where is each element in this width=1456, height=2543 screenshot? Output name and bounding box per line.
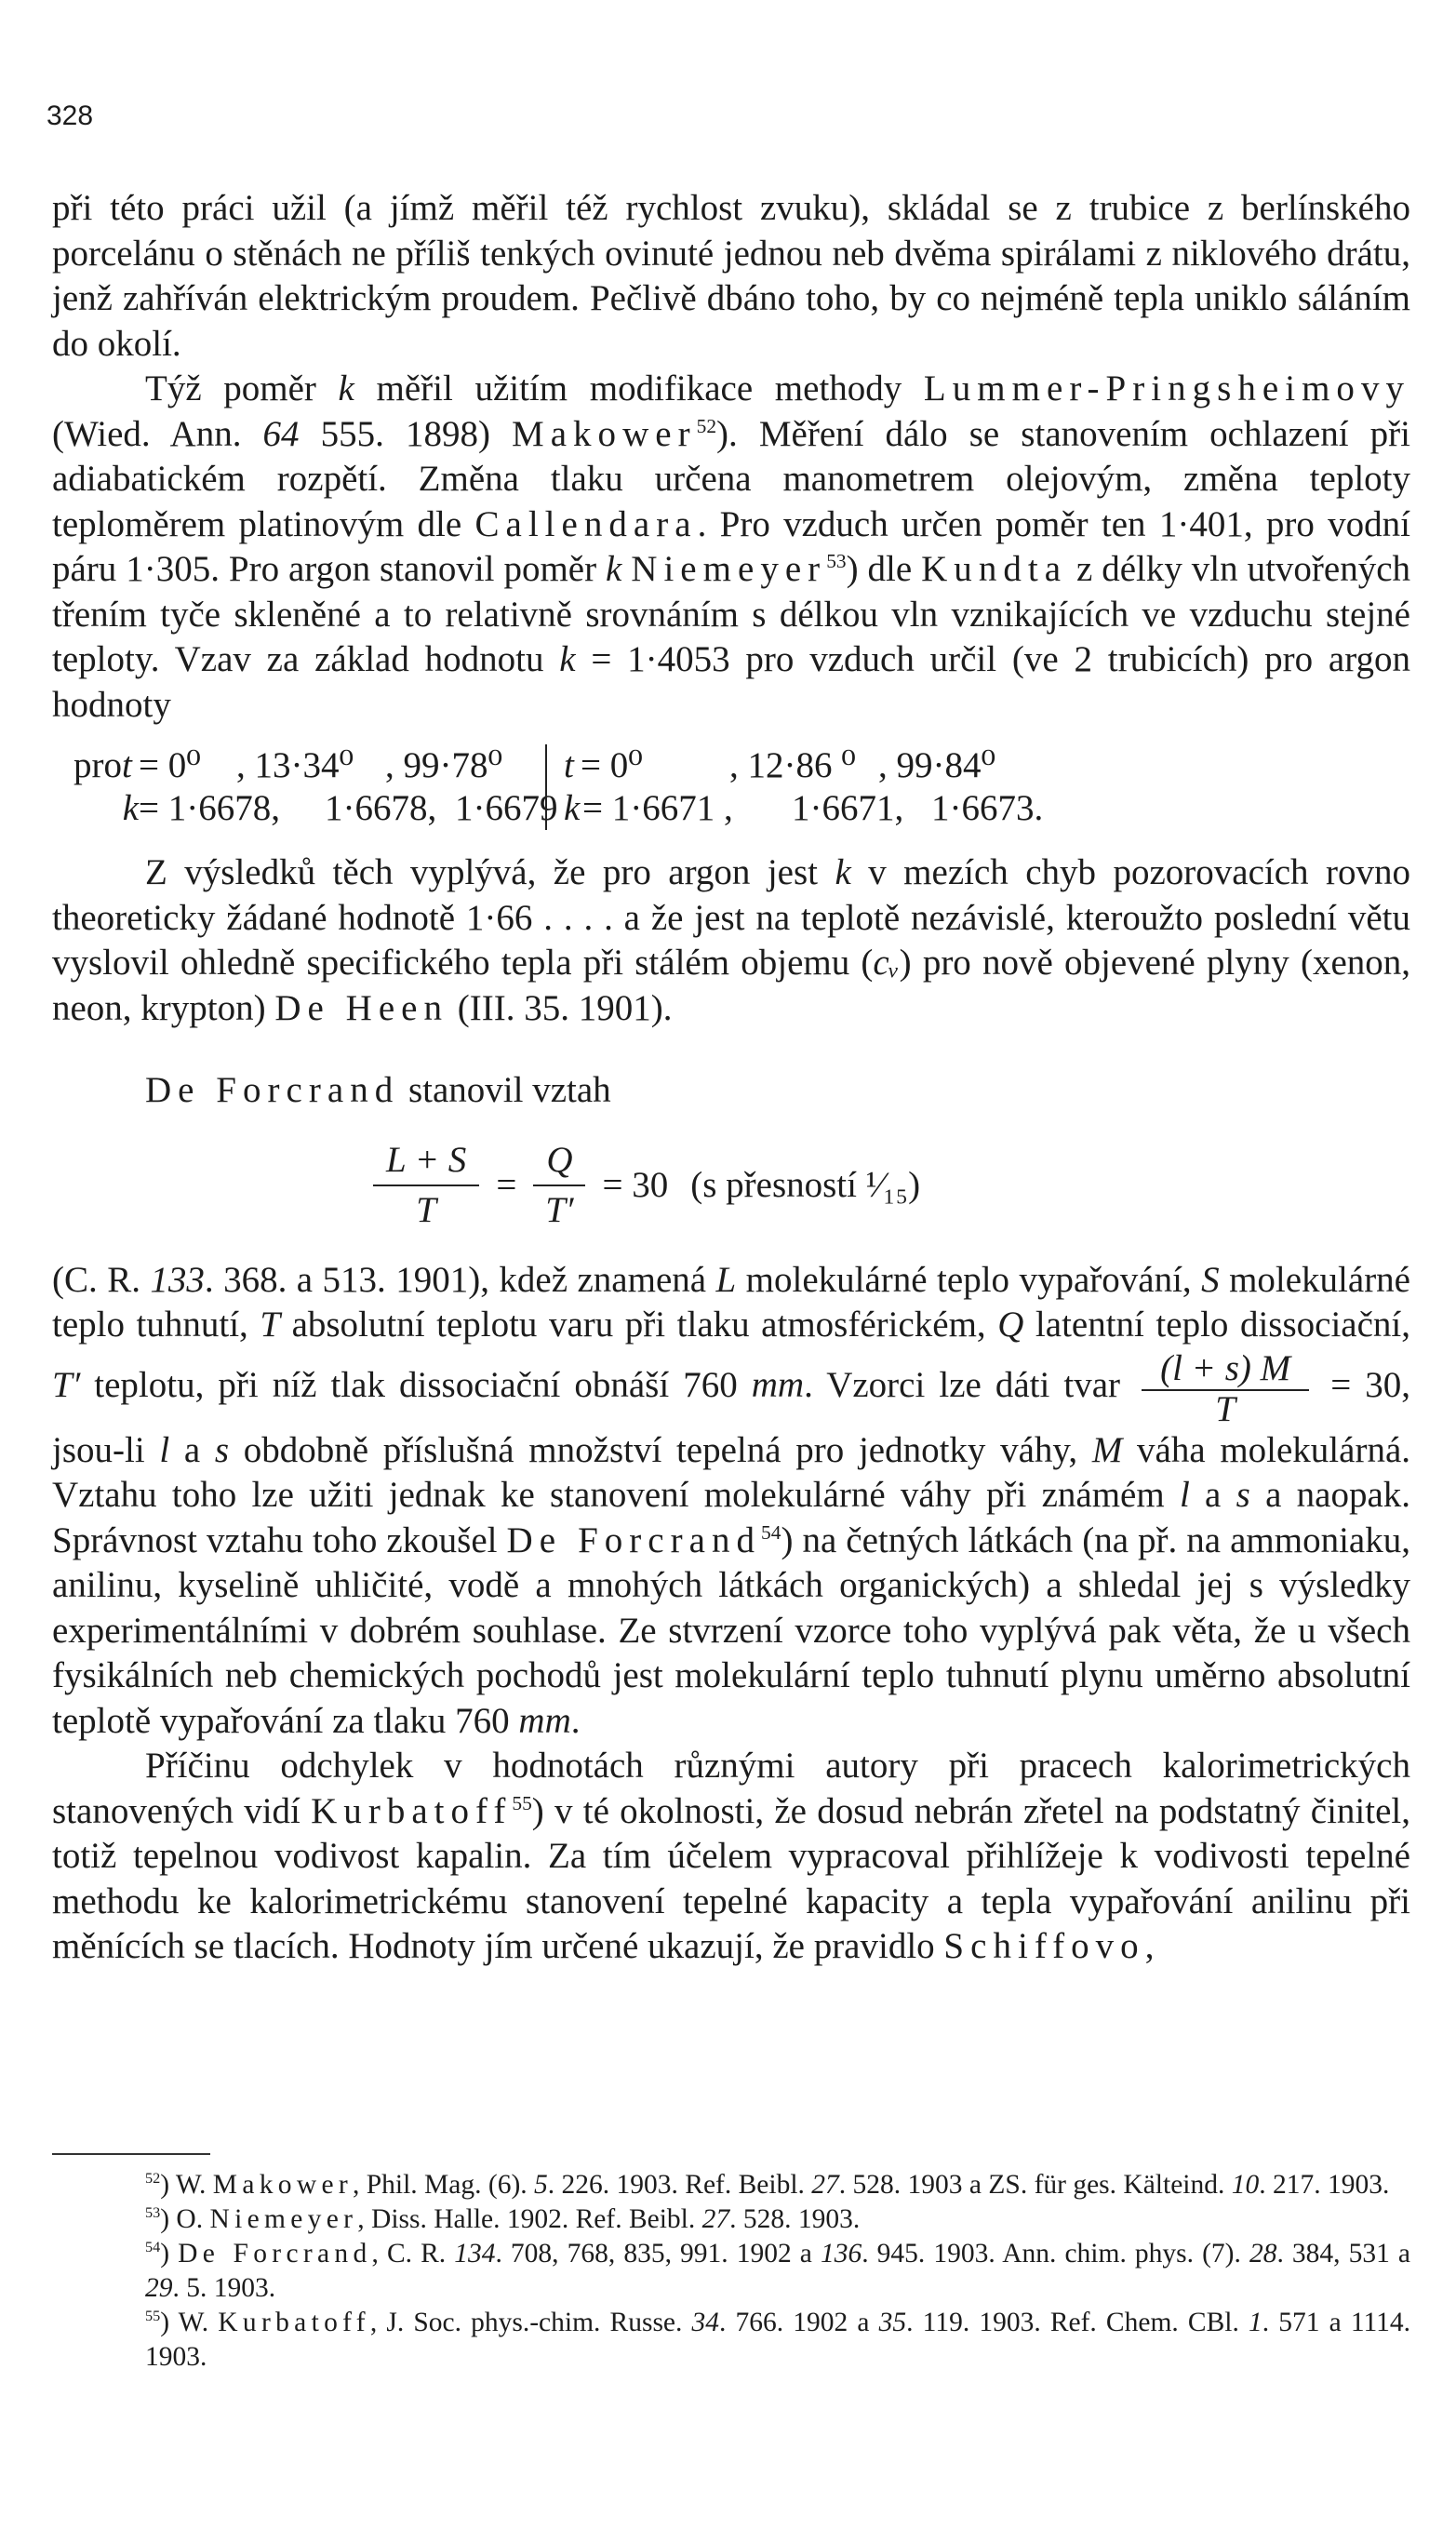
table-divider [545,787,547,830]
author-name: Kundta [921,549,1068,589]
footnotes [52,2168,1410,2375]
footnote-rule [52,2153,210,2155]
paragraph-3: Z výsledků těch vyplývá, že pro argon jest k v mezích chyb pozorovacích rovno theoreticky žádané hodnotě 1·66 . . . . a že jest na teplotě nezávislé, kteroužto poslední větu vyslovil ohledně specifického tepla při stálém objemu (cᵥ) pro nově objevené plyny (xenon, neon, krypton) De Heen (III. 35. 1901). [52,852,1410,1028]
author-name: Makower [512,413,697,454]
footnote: $^{52}$) W. Makower, Phil. Mag. (6). 5. 226. 1903. Ref. Beibl. 27. 528. 1903 a ZS. für ges. Kälteind. 10. 217. 1903. [145,2170,1390,2200]
footnote: $^{54}$) De Forcrand, C. R. 134. 708, 768, 835, 991. 1902 a 136. 945. 1903. Ann. chim. phys. (7). 28. 384, 531 a 29. 5. 1903. [145,2239,1411,2303]
paragraph-6: Příčinu odchylek v hodnotách různými autory při pracech kalorimetrických stanovených vidí Kurbatoff$^{55}$) v té okolnosti, že dosud nebrán zřetel na podstatný činitel, totiž tepelnou vodivost kapalin. Za tím účelem vypracoval přihlížeje k vodivosti tepelné methodu ke kalorimetrickému stanovení tepelné kapacity a tepla vypařování anilinu při měnících se tlacích. Hodnoty jím určené ukazují, že pravidlo Schiffovo, [52,1746,1410,1966]
footnote-ref: 55 [512,1791,532,1814]
table-row: k = 1·6678, 1·6678, 1·6679 k = 1·6671 , 1·6671, 1·6673. [52,787,1410,830]
author-name: Niemeyer [631,549,827,589]
table-row: pro t = 0⁰ , 13·34⁰ , 99·78⁰ t = 0⁰ , 12·86 ⁰ , 99·84⁰ [52,744,1410,787]
footnote-ref: 53 [826,550,847,572]
author-name: Kurbatoff [311,1790,513,1831]
footnote: $^{55}$) W. Kurbatoff, J. Soc. phys.-chim. Russe. 34. 766. 1902 a 35. 119. 1903. Ref. Chem. CBl. 1. 571 a 1114. 1903. [145,2308,1411,2372]
author-name: De Forcrand [145,1070,400,1110]
author-name: Callendara [474,503,698,544]
author-name: Lummer-Pringsheimovy [923,368,1410,408]
inline-fraction: $\frac{(l + s) M}{T}$ [1142,1348,1309,1428]
fraction: $\frac{Q}{T'}$ [533,1138,585,1234]
fraction: $\frac{L + S}{T}$ [373,1138,479,1234]
table-divider [545,744,547,787]
footnote-ref: 52 [696,414,717,437]
paragraph-4: De Forcrand stanovil vztah [145,1070,611,1110]
formula: $\frac{L + S}{T}$ = $\frac{Q}{T'}$ = 30 (s přesností ¹⁄₁₅) [373,1138,1410,1234]
author-name: De Forcrand [506,1519,762,1560]
paragraph-2: Týž poměr k měřil užitím modifikace methody Lummer-Pringsheimovy (Wied. Ann. 64 555. 1898) Makower$^{52}$). Měření dálo se stanovením ochlazení při adiabatickém rozpětí. Změna tlaku určena manometrem olejovým, změna teploty teploměrem platinovým dle Callendara. Pro vzduch určen poměr ten 1·401, pro vodní páru 1·305. Pro argon stanovil poměr k Niemeyer$^{53}$) dle Kundta z délky vln utvořených třením tyče skleněné a to relativně srovnáním s délkou vln vznikajících ve vzduchu stejné teploty. Vzav za základ hodnotu k = 1·4053 pro vzduch určil (ve 2 trubicích) pro argon hodnoty [52,368,1411,725]
footnote: $^{53}$) O. Niemeyer, Diss. Halle. 1902. Ref. Beibl. 27. 528. 1903. [145,2204,861,2234]
footnote-ref: 54 [761,1520,781,1544]
author-name: De Heen [274,987,449,1028]
author-name: Schiffovo [943,1926,1145,1966]
paragraph-5: (C. R. 133. 368. a 513. 1901), kdež znamená L molekulárné teplo vypařování, S molekulárné teplo tuhnutí, T absolutní teplotu varu při tlaku atmosférickém, Q latentní teplo dissociační, T′ teplotu, při níž tlak dissociační obnáší 760 mm. Vzorci lze dáti tvar $\frac{(l + s) M}{T}$ = 30, jsou-li l a s obdobně příslušná množství tepelná pro jednotky váhy, M váha molekulárná. Vztahu toho lze užiti jednak ke stanovení molekulárné váhy při známém l a s a naopak. Správnost vztahu toho zkoušel De Forcrand$^{54}$) na četných látkách (na př. na ammoniaku, anilinu, kyselině uhličité, vodě a mnohých látkách organických) a shledal jej s výsledky experimentálními v dobrém souhlase. Ze stvrzení vzorce toho vyplývá pak věta, že u všech fysikálních neb chemických pochodů jest molekulární teplo tuhnutí plynu uměrno absolutní teplotě vypařování za tlaku 760 mm. [52,1259,1411,1741]
values-table [52,744,1410,830]
body-text [52,186,1410,1970]
paragraph-1: při této práci užil (a jímž měřil též rychlost zvuku), skládal se z trubice z berlínského porcelánu o stěnách ne příliš tenkých ovinuté jednou neb dvěma spirálami z niklového drátu, jenž zahříván elektrickým proudem. Pečlivě dbáno toho, by co nejméně tepla uniklo sáláním do okolí. [52,188,1410,364]
page-number: 328 [47,100,94,131]
